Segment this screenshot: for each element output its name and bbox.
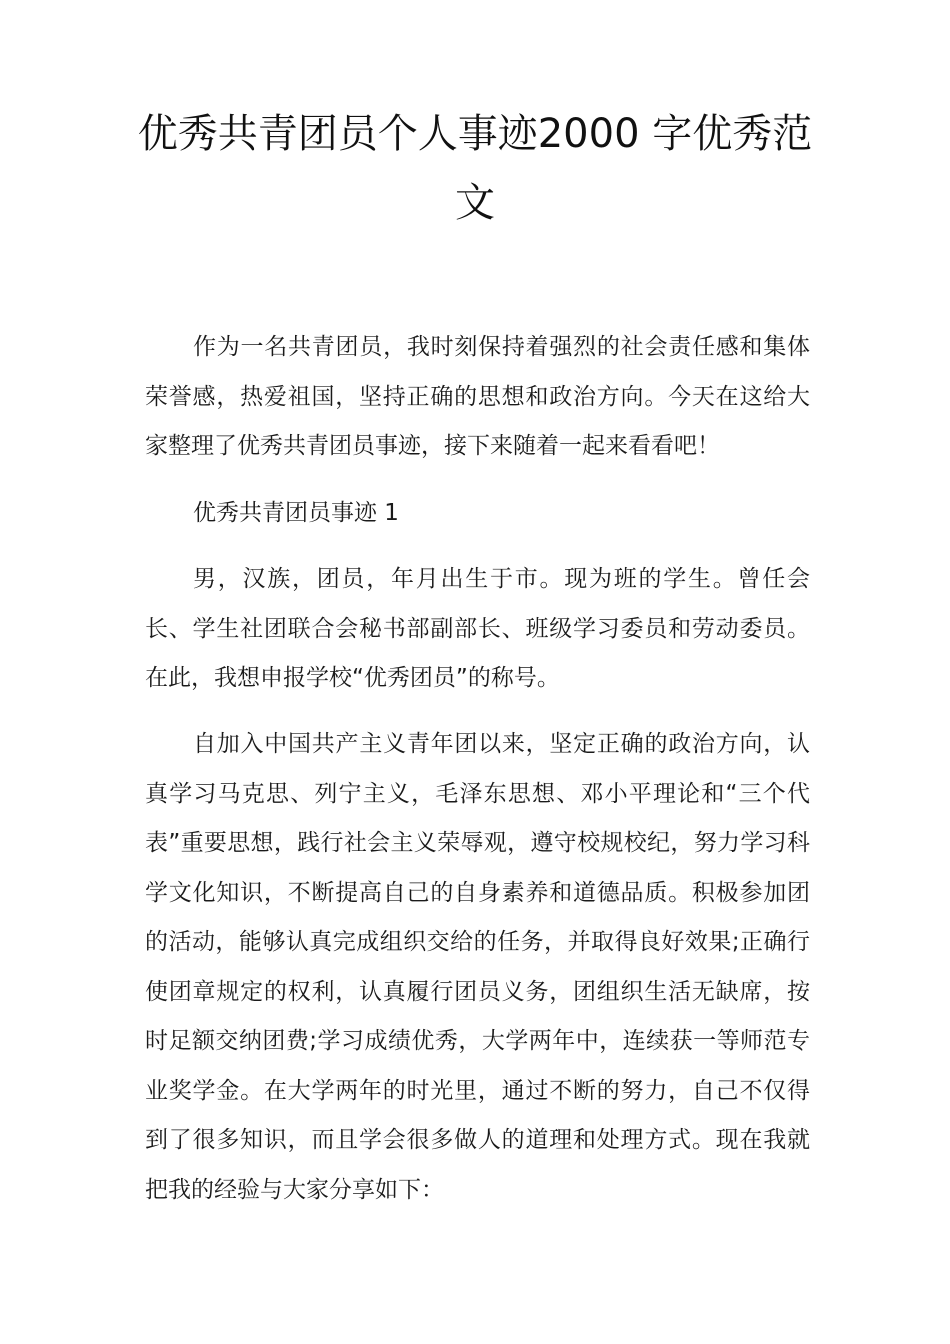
main-paragraph: 自加入中国共产主义青年团以来，坚定正确的政治方向，认真学习马克思、列宁主义，毛泽东思想、邓小平理论和“三个代表”重要思想，践行社会主义荣辱观，遵守校规校纪，努力学习科学文化知识，不断提高自己的自身素养和道德品质。积极参加团的活动，能够认真完成组织交给的任务，并取得良好效果;正确行使团章规定的权利，认真履行团员义务，团组织生活无缺席，按时足额交纳团费;学习成绩优秀，大学两年中，连续获一等师范专业奖学金。在大学两年的时光里，通过不断的努力，自己不仅得到了很多知识，而且学会很多做人的道理和处理方式。现在我就把我的经验与大家分享如下： xyxy=(145,731,810,1203)
document-title: 优秀共青团员个人事迹2000 字优秀范文 xyxy=(137,111,813,226)
bio-paragraph: 男，汉族，团员，年月出生于市。现为班的学生。曾任会长、学生社团联合会秘书部副部长、班级学习委员和劳动委员。在此，我想申报学校“优秀团员”的称号。 xyxy=(145,566,810,691)
intro-paragraph: 作为一名共青团员，我时刻保持着强烈的社会责任感和集体荣誉感，热爱祖国，坚持正确的思想和政治方向。今天在这给大家整理了优秀共青团员事迹，接下来随着一起来看看吧！ xyxy=(145,334,810,459)
section-heading: 优秀共青团员事迹 1 xyxy=(193,500,399,526)
